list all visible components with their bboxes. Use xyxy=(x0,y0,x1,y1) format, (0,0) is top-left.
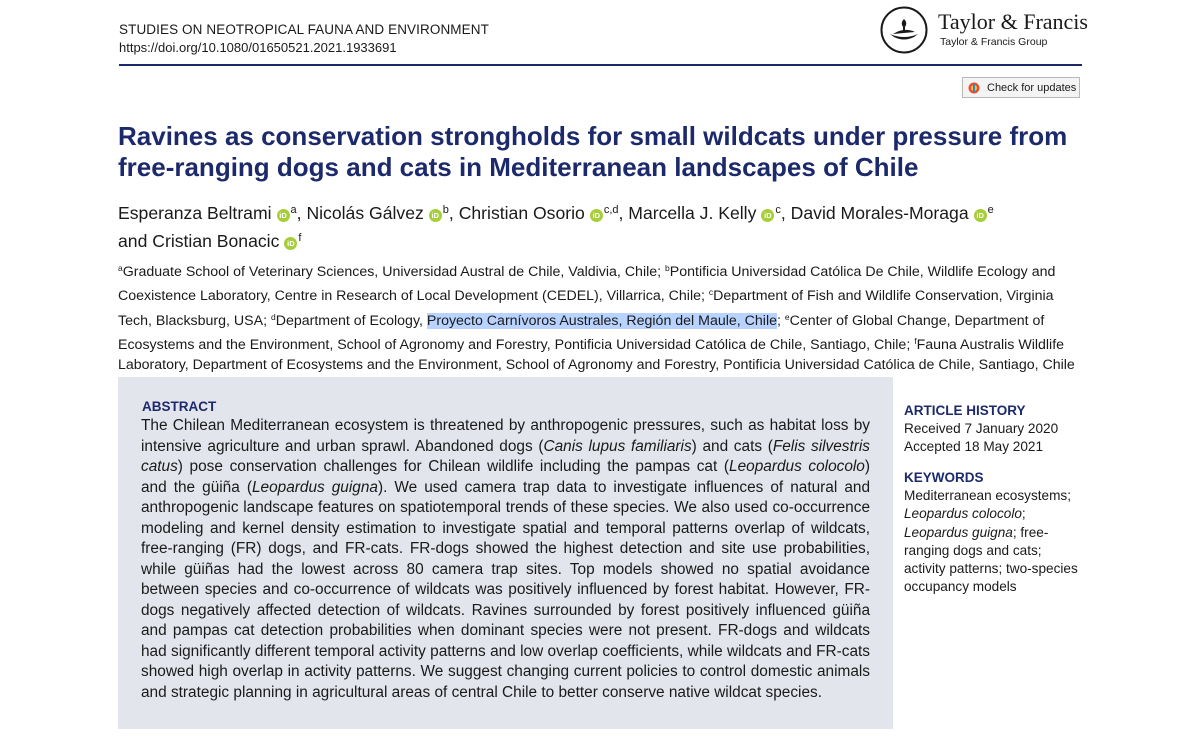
article-history-heading: ARTICLE HISTORY xyxy=(904,403,1026,418)
highlighted-text[interactable]: Proyecto Carnívoros Australes, Región del Maule, Chile xyxy=(426,312,778,329)
author-name[interactable]: David Morales-Moraga xyxy=(790,203,969,223)
author-list: Esperanza Beltrami iD $^a$, Nicolás Gálvez iD $^b$, Christian Osorio iD $^{c,d}$, Marcella J. Kelly iD $^c$, David Morales-Moraga iD $^e$ and Cristian Bonacic iD $^f$ xyxy=(118,203,994,251)
doi-link[interactable]: https://doi.org/10.1080/01650521.2021.1933691 xyxy=(119,40,397,55)
orcid-icon[interactable]: iD xyxy=(429,209,442,222)
check-updates-button[interactable] xyxy=(962,77,1080,98)
publisher-group: Taylor & Francis Group xyxy=(940,36,1048,48)
abstract-span: The Chilean Mediterranean ecosystem is threatened by anthropogenic pressures, such as habitat loss by intensive agriculture and urban sprawl. Abandoned dogs ( xyxy=(141,417,870,455)
author-affil-sup: e xyxy=(987,204,994,216)
author-name[interactable]: Cristian Bonacic xyxy=(152,231,280,251)
keywords-heading: KEYWORDS xyxy=(904,470,984,485)
affil-text: Center of Global Change, Department of Ecosystems and the Environment, School of Agronomy and Forestry, Pontificia Universidad Católica de Chile, Santiago, Chile; xyxy=(118,312,1045,353)
author-name[interactable]: Esperanza Beltrami xyxy=(118,203,272,223)
abstract-span: ). We used camera trap data to investigate influences of natural and anthropogenic landscape features on spatiotemporal trends of these species. We also used co-occurrence modeling and kernel density estimation to investigate spatial and temporal patterns overlap of wildcats, free-ranging (FR) dogs, and FR-cats. FR-dogs showed the highest detection and site use probabilities, while güiñas had the lowest across 80 camera trap sites. Top models showed no spatial avoidance between species and co-occurrence of wildcats was positively influenced by forest habitat. However, FR-dogs negatively affected detection of wildcats. Ravines surrounded by forest positively influenced güiña and pampas cat detection probabilities when dominant species were not present. FR-dogs and wildcats had significantly different temporal activity patterns and low overlap coefficients, while wildcats and FR-cats showed high overlap in activity patterns. We suggest changing current policies to control domestic animals and strategic planning in agricultural areas of central Chile to better conserve native wildcat species. xyxy=(141,478,871,701)
publisher-name: Taylor & Francis xyxy=(938,9,1088,34)
keyword[interactable]: Mediterranean ecosystems; xyxy=(904,488,1071,503)
affil-text: Department of Ecology, xyxy=(275,312,427,329)
accepted-date: Accepted 18 May 2021 xyxy=(904,439,1044,454)
author-name[interactable]: Marcella J. Kelly xyxy=(628,203,757,223)
keyword[interactable]: Leopardus guigna xyxy=(904,524,1013,540)
keyword[interactable]: free-ranging dogs and cats; activity patterns; two-species occupancy models xyxy=(904,524,1078,595)
author-name[interactable]: Nicolás Gálvez xyxy=(306,203,424,223)
journal-name: STUDIES ON NEOTROPICAL FAUNA AND ENVIRONMENT xyxy=(119,22,489,37)
orcid-icon[interactable]: iD xyxy=(284,237,297,250)
species-name: Leopardus colocolo xyxy=(729,458,865,475)
affiliations xyxy=(118,258,1084,375)
lamp-logo-icon xyxy=(880,6,928,54)
affil-sup: e xyxy=(784,311,790,322)
author-name[interactable]: Christian Osorio xyxy=(458,203,585,223)
crossmark-icon xyxy=(968,82,980,94)
affil-sup: a xyxy=(118,263,123,273)
author-affil-sup: f xyxy=(298,232,302,244)
author-affil-sup: c xyxy=(775,204,781,216)
species-name: Felis silvestris catus xyxy=(141,437,871,475)
abstract-span: ) and cats ( xyxy=(691,437,773,455)
author-affil-sup: b xyxy=(442,204,449,216)
author-joiner: and xyxy=(118,231,148,251)
species-name: Leopardus guigna xyxy=(251,478,378,496)
abstract-heading: ABSTRACT xyxy=(142,399,217,414)
article-title: Ravines as conservation strongholds for small wildcats under pressure from free-ranging dogs and cats in Mediterranean landscapes of Chile xyxy=(118,121,1068,182)
orcid-icon[interactable]: iD xyxy=(590,209,603,222)
affil-text: Department of Fish and Wildlife Conservation, Virginia Tech, Blacksburg, USA; xyxy=(118,288,1054,329)
orcid-icon[interactable]: iD xyxy=(277,209,290,222)
abstract-span: ) and the güiña ( xyxy=(141,458,871,496)
affil-text: Graduate School of Veterinary Sciences, Universidad Austral de Chile, Valdivia, Chile; xyxy=(122,264,666,280)
check-updates-label: Check for updates xyxy=(987,81,1077,94)
orcid-icon[interactable]: iD xyxy=(761,209,774,222)
affil-sup: f xyxy=(914,335,917,346)
affil-text: Pontificia Universidad Católica De Chile, Wildlife Ecology and Coexistence Laboratory, Centre in Research of Local Development (CEDEL), Villarrica, Chile; xyxy=(118,264,1056,305)
author-affil-sup: c,d xyxy=(603,204,619,216)
header-divider xyxy=(119,64,1082,66)
orcid-icon[interactable]: iD xyxy=(974,209,987,222)
abstract-text xyxy=(141,416,870,703)
keyword[interactable]: Leopardus colocolo xyxy=(904,506,1022,522)
received-date: Received 7 January 2020 xyxy=(904,421,1059,436)
affil-sup: d xyxy=(270,311,276,322)
species-name: Canis lupus familiaris xyxy=(543,437,692,455)
author-affil-sup: a xyxy=(290,204,297,216)
abstract-span: ) pose conservation challenges for Chilean wildlife including the pampas cat ( xyxy=(177,458,730,475)
affil-text: ; xyxy=(777,312,785,329)
affil-sup: c xyxy=(708,287,714,298)
affil-sup: b xyxy=(665,263,670,273)
keywords-list: Mediterranean ecosystems; Leopardus colocolo; Leopardus guigna; free-ranging dogs and cats; activity patterns; two-species occupancy models xyxy=(904,488,1078,595)
affil-text: Fauna Australis Wildlife Laboratory, Department of Ecosystems and the Environment, School of Agronomy and Forestry, Pontificia Universidad Católica de Chile, Santiago, Chile xyxy=(118,336,1075,374)
